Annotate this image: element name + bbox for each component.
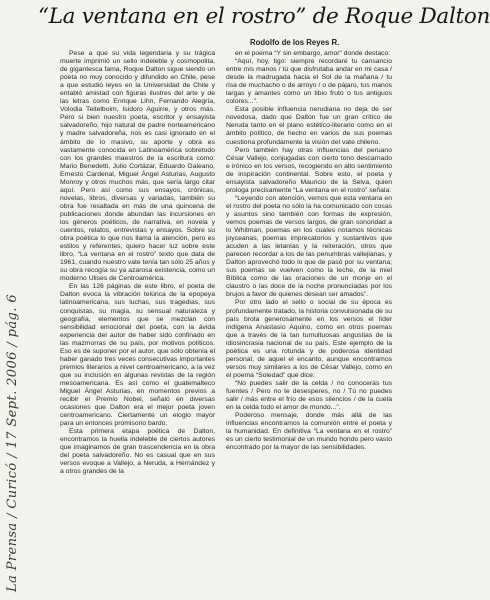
paragraph: “Aquí, hoy, tigo: siempre recordaré tu cansancio entre mis manos / tú que disfrutaba andar en mi casa / desde la madrugada hacia el Sol de la mañana / tu risa de muchacho o de arroyo / o de pájaro, tus manos largas y amantes como un tibio fruto o tus antiguos colores...”. xyxy=(226,58,392,106)
paragraph: Por otro lado el sello o social de su época es profundamente tratado, la historia convulsionada de su país brota generosamente en los versos el líder indígena Anastasio Aquino, como en otros poemas que a través de la tan tumultuosas angustias de la idiosincrasia nacional de su país. Este ejemplo de la poética es una rotunda y de poderosa identidad personal, de aquel el encanto, aunque encontramos versos muy similares a los de César Vallejo, como en el poema “Soledad” que dice: xyxy=(226,299,392,379)
paragraph: En las 126 páginas de este libro, el poeta de Dalton evoca la vibración telúrica de la epopeya latinoamericana, sus luchas, sus tragedias, sus conquistas, su magia, su sensual naturaleza y geografía, elementos que se mezclan con sensibilidad emocional del poeta, con la ávida experiencia del autor de haber sido confinado en las mazmorras de su país, por motivos políticos. Eso es de suponer por el autor, que sólo obtenía el haber ganado tres veces consecutivas importantes premios literarios a nivel centroamericano, a la vez que su inclusión en algunas revistas de la región mesoamericana. Es así como el guatemalteco Miguel Ángel Asturias, en momentos previos a recibir el Premio Nobel, señaló en diversas ocasiones que Dalton era el mejor poeta joven centroamericano. Ciertamente un elogio mayor para un entonces promisorio bardo. xyxy=(60,283,215,428)
paragraph: en el poema “Y sin embargo, amor” donde destaco: xyxy=(235,50,391,57)
handwritten-source-note: La Prensa / Curicó / 17 Sept. 2006 / pág. 6 xyxy=(5,294,20,592)
paragraph: Poderoso mensaje, donde más allá de las influencias encontramos la comunión entre el poeta y la humanidad. En definitiva “La ventana en el rostro” es un cierto testimonial de un mundo hondo pero vasto encontrado por la mayor de las sensibilidades. xyxy=(226,412,392,452)
article-column-left xyxy=(60,50,215,598)
paragraph: Esta posible influencia nerudiana no deja de ser novedosa, dado que Dalton fue un gran crítico de Neruda tanto en el plano estético-literario como en el ámbito político, de hecho en varios de sus poemas cuestiona profundamente la visión del vate chileno. xyxy=(226,106,392,146)
article-byline: Rodolfo de los Reyes R. xyxy=(250,38,340,47)
paragraph: Esta primera etapa poética de Dalton, encontramos la huella indeleble de ciertos autores que imaginamos de gran trascendencia en la obra del poeta salvadoreño. No es casual que en sus versos evoque a Vallejo, a Neruda, a Hernández y a otros grandes de la xyxy=(60,428,215,476)
paragraph: “Leyendo con atención, vemos que esta ventana en el rostro del poeta no sólo la ha comunicado con cosas y asuntos sino también con formas de expresión, vemos poemas de versos largos, de gran sonoridad a lo Whitman, poemas en los cuales notamos técnicas joyceanas, poemas imprecatorios y sustantivos que acuden a las letanías y la reiteración, otros que parecen recordar a los de las penumbras vallejianas, y Dalton aprovechó todo lo que de pasó por su ventana; sus poemas se vuelven como la leche, de la miel Bíblica como de las oraciones de un monje en el claustro o las doce de la noche pronunciadas por los brujos a favor de quienes desean ser amados”. xyxy=(226,194,392,299)
paragraph: Pero también hay otras influencias del peruano César Vallejo, conjugadas con cierto tono descarnado e irónico en los versos, recogiendo en alto sentimiento de inspiración continental. Sobre esto, el poeta y ensayista salvadoreño Mauricio de la Selva, quien prologa precisamente “La ventana en el rostro” señala: xyxy=(226,146,392,194)
article-title: “La ventana en el rostro” de Roque Dalton xyxy=(38,4,490,29)
paragraph: “No puedes salir de la celda / no conocerás tus fuentes / Pero no te desesperes, no / Tú no puedes salir / más entre el frío de esos silencios / de la cuela en la celda todo el amor de mundo...”. xyxy=(226,379,392,412)
article-column-right xyxy=(226,50,392,598)
paragraph: Pese a que su vida legendaria y su trágica muerte imprimió un sello indeleble y cosmopolita, de gigantesca fama, Roque Dalton sigue siendo un poeta no muy conocido y difundido en Chile, pese a que estudió leyes en la Universidad de Chile y entabló amistad con figuras ilustres del arte y de las letras como Enrique Lihn, Fernando Alegría, Volodia Teitelboim, Isidoro Aguirre, y otros más. Pero si bien nuestro poeta, escritor y ensayista salvadoreño, hijo natural de padre norteamericano y madre salvadoreña, nos es casi ignorado en el ámbito de lo masivo, su aporte y obra es vastamente conocida en Latinoamérica sobretodo con los grandes maestros de la escritura como: Mario Benedetti, Julio Cortázar, Eduardo Galeano, Ernesto Cardenal, Miguel Ángel Asturias, Augusto Monroy y otros muchos más, que sería largo citar aquí. Pero así como sus ensayos, crónicas, novelas, libros, diversas y variadas, también su obra fue resaltada en más de una quincena de publicaciones donde abundan las incursiones en los géneros poéticos, de narrativa, en novela y cuentos, relatos, entrevistas y ensayos. Sobre su obra poética lo que nos llama la atención, pero es estilos y referentes, quiero hacer luz sobre este libro, “La ventana en el rostro” texto que data de 1961, cuando nuestro vate tenía tan sólo 25 años y su obra recogía su ya azarosa existencia, como un moderno Ulises de Centroamérica. xyxy=(60,50,215,283)
